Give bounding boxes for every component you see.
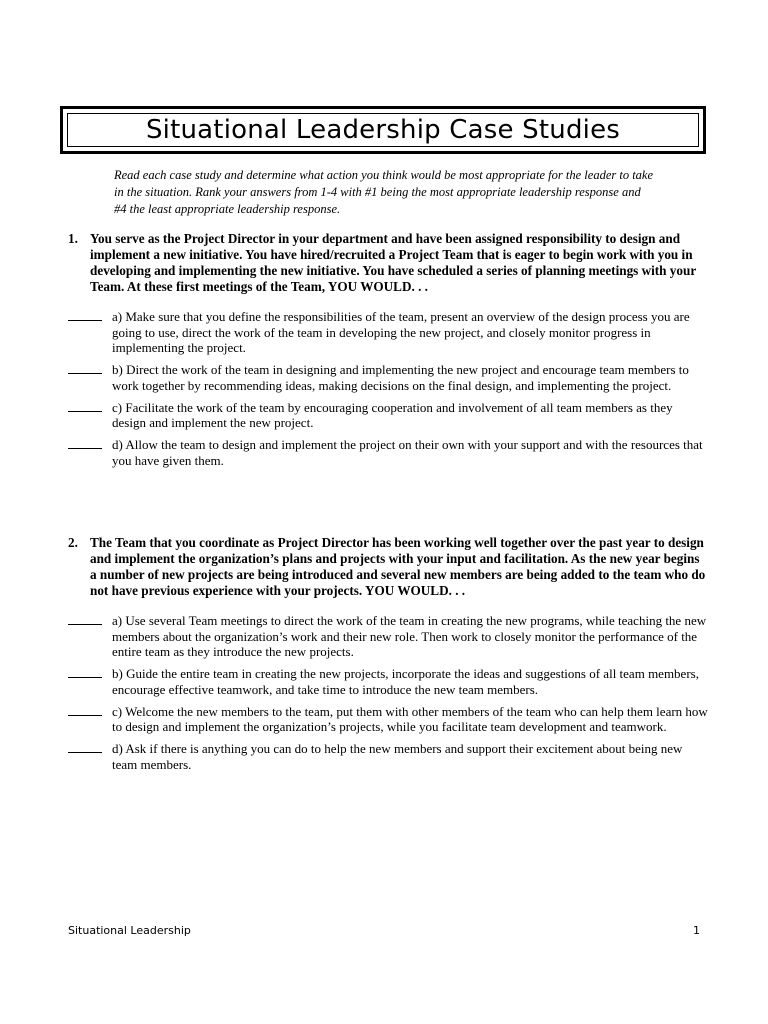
answer-option-a bbox=[68, 309, 708, 356]
option-text: d) Allow the team to design and implement the project on their own with your support and with the resources that you have given them. bbox=[112, 436, 703, 468]
option-text: b) Guide the entire team in creating the new projects, incorporate the ideas and suggestions of all team members, encourage effective teamwork, and take time to introduce the new team members. bbox=[112, 666, 699, 697]
option-text: a) Make sure that you define the responsibilities of the team, present an overview of the design process you are going to use, direct the work of the team in developing the new project, and closely monitor progress in implementing the project. bbox=[112, 309, 690, 356]
answer-option-c bbox=[68, 704, 708, 735]
answer-options bbox=[68, 613, 708, 772]
page-title: Situational Leadership Case Studies bbox=[145, 115, 621, 145]
answer-option-d bbox=[68, 741, 708, 772]
page-number: 1 bbox=[693, 924, 700, 937]
rank-blank[interactable] bbox=[68, 437, 102, 449]
title-inner-border bbox=[67, 113, 699, 147]
answer-option-b bbox=[68, 666, 708, 697]
option-text: c) Facilitate the work of the team by encouraging cooperation and involvement of all team members as they design and implement the new project. bbox=[112, 399, 673, 431]
rank-blank[interactable] bbox=[68, 613, 102, 625]
option-text: b) Direct the work of the team in designing and implementing the new project and encourage team members to work together by recommending ideas, making decisions on the final design, and implementing the project. bbox=[112, 362, 689, 393]
answer-options bbox=[68, 309, 708, 468]
rank-blank[interactable] bbox=[68, 400, 102, 412]
option-text: a) Use several Team meetings to direct the work of the team in creating the new programs, while teaching the new members about the organization’s work and their new role. Then work to closely monitor the performance of the entire team as they introduce the new projects. bbox=[112, 613, 707, 660]
answer-option-d bbox=[68, 437, 708, 468]
question-heading bbox=[68, 535, 708, 599]
answer-option-a bbox=[68, 613, 708, 660]
question-heading bbox=[68, 231, 708, 295]
rank-blank[interactable] bbox=[68, 666, 102, 678]
footer-document-title: Situational Leadership bbox=[68, 924, 191, 937]
instructions: Read each case study and determine what action you think would be most appropriate for the leader to take in the situation. Rank your answers from 1-4 with #1 being the most appropriate leadership response and #4 the least appropriate leadership response. bbox=[114, 168, 654, 216]
question-text: The Team that you coordinate as Project Director has been working well together over the past year to design and implement the organization’s plans and projects with your input and facilitation. As the new year begins a number of new projects are being introduced and several new members are being added to the team who do not have previous experience with your projects. YOU WOULD. . . bbox=[90, 535, 706, 598]
case-study-2 bbox=[68, 535, 708, 778]
question-number: 1. bbox=[68, 231, 78, 246]
question-number: 2. bbox=[68, 535, 78, 550]
case-study-1 bbox=[68, 231, 708, 474]
title-box bbox=[60, 106, 706, 154]
rank-blank[interactable] bbox=[68, 704, 102, 716]
answer-option-c bbox=[68, 400, 708, 431]
option-text: d) Ask if there is anything you can do to help the new members and support their excitement about being new team members. bbox=[112, 740, 683, 772]
option-text: c) Welcome the new members to the team, put them with other members of the team who can help them learn how to design and implement the organization’s projects, while you facilitate team development and teamwork. bbox=[112, 703, 708, 735]
question-text: You serve as the Project Director in your department and have been assigned responsibility to design and implement a new initiative. You have hired/recruited a Project Team that is eager to begin work with you in developing and implementing the new initiative. You have scheduled a series of planning meetings with your Team. At these first meetings of the Team, YOU WOULD. . . bbox=[90, 231, 696, 294]
rank-blank[interactable] bbox=[68, 362, 102, 374]
rank-blank[interactable] bbox=[68, 741, 102, 753]
answer-option-b bbox=[68, 362, 708, 393]
rank-blank[interactable] bbox=[68, 309, 102, 321]
